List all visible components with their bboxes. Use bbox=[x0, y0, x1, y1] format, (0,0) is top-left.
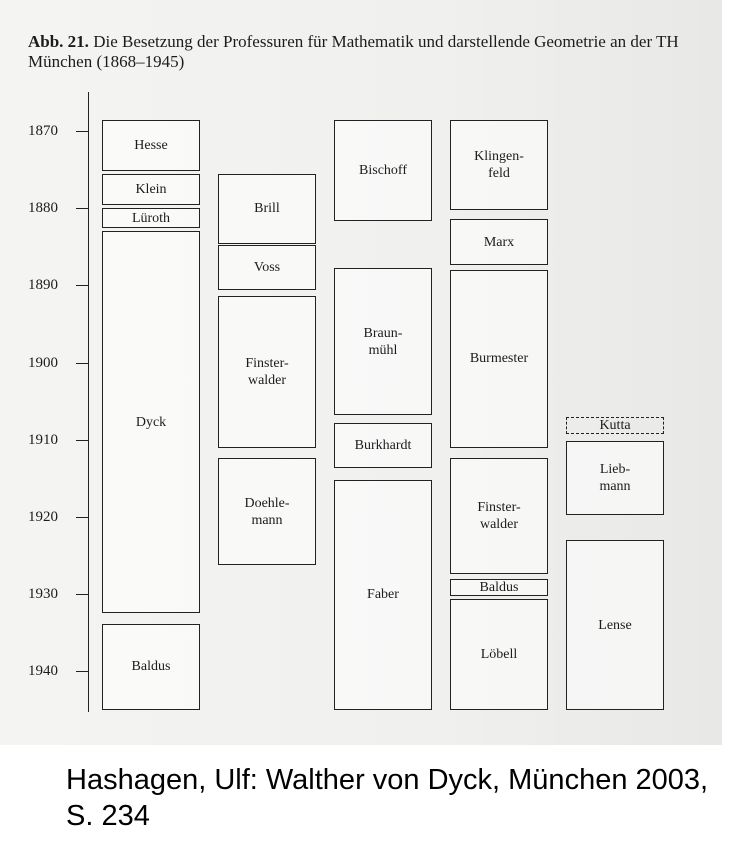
professorship-box bbox=[102, 208, 200, 228]
professorship-box bbox=[566, 441, 664, 515]
professor-name: Kutta bbox=[599, 417, 631, 433]
professorship-box bbox=[218, 174, 316, 243]
year-label: 1930 bbox=[28, 586, 58, 603]
professorship-box bbox=[334, 120, 432, 220]
professorship-box bbox=[218, 296, 316, 447]
professorship-box bbox=[566, 540, 664, 710]
professorship-box bbox=[102, 174, 200, 205]
professor-name: Hesse bbox=[134, 138, 168, 154]
year-label: 1870 bbox=[28, 123, 58, 139]
professorship-box bbox=[450, 579, 548, 596]
professorship-box bbox=[566, 417, 664, 434]
professorship-box bbox=[450, 120, 548, 210]
year-tick bbox=[76, 440, 88, 441]
professor-name: Faber bbox=[367, 587, 399, 603]
year-tick bbox=[76, 208, 88, 209]
year-tick bbox=[76, 594, 88, 595]
figure-caption-text: Die Besetzung der Professuren für Mathematik und darstellende Geometrie an der TH München (1868–1945) bbox=[28, 32, 679, 71]
professor-name: Marx bbox=[483, 234, 515, 250]
professorship-box bbox=[102, 624, 200, 710]
professorship-box bbox=[450, 458, 548, 574]
year-tick bbox=[76, 285, 88, 286]
professor-name: Voss bbox=[253, 260, 281, 276]
professorship-box bbox=[102, 231, 200, 612]
professor-name: Doehle- mann bbox=[244, 495, 290, 528]
professorship-box bbox=[450, 219, 548, 265]
figure-label: Abb. 21. bbox=[28, 32, 89, 51]
professor-name: Baldus bbox=[131, 659, 171, 675]
professor-name: Klingen- feld bbox=[474, 148, 524, 181]
year-tick bbox=[76, 671, 88, 672]
figure-caption bbox=[28, 32, 718, 72]
professorship-box bbox=[334, 480, 432, 710]
professor-name: Brill bbox=[254, 201, 280, 217]
year-tick bbox=[76, 363, 88, 364]
professorship-box bbox=[218, 458, 316, 565]
professorship-box bbox=[334, 423, 432, 468]
professorship-box bbox=[334, 268, 432, 415]
professor-name: Bischoff bbox=[359, 162, 407, 178]
professorship-box bbox=[102, 120, 200, 171]
timeline-axis bbox=[88, 92, 89, 712]
professor-name: Braun- mühl bbox=[363, 325, 403, 358]
source-citation: Hashagen, Ulf: Walther von Dyck, München 2003, S. 234 bbox=[66, 764, 709, 832]
professor-name: Burmester bbox=[469, 351, 529, 367]
professor-name: Finster- walder bbox=[477, 500, 521, 533]
professor-name: Dyck bbox=[135, 414, 167, 430]
professor-name: Klein bbox=[135, 182, 167, 198]
professor-name: Löbell bbox=[480, 646, 518, 662]
year-label: 1940 bbox=[28, 663, 58, 680]
year-label: 1910 bbox=[28, 431, 58, 448]
professor-name: Lüroth bbox=[131, 210, 171, 226]
year-label: 1900 bbox=[28, 354, 58, 371]
professorship-box bbox=[450, 270, 548, 448]
professor-name: Baldus bbox=[479, 579, 519, 595]
year-label: 1920 bbox=[28, 509, 58, 525]
year-tick bbox=[76, 131, 88, 132]
year-label: 1890 bbox=[28, 277, 58, 294]
professorship-box bbox=[218, 245, 316, 290]
professor-name: Lieb- mann bbox=[599, 462, 631, 495]
professor-name: Lense bbox=[598, 617, 632, 633]
professor-name: Burkhardt bbox=[354, 437, 412, 453]
professorship-box bbox=[450, 599, 548, 710]
professor-name: Finster- walder bbox=[245, 355, 289, 388]
year-label: 1880 bbox=[28, 200, 58, 217]
year-tick bbox=[76, 517, 88, 518]
